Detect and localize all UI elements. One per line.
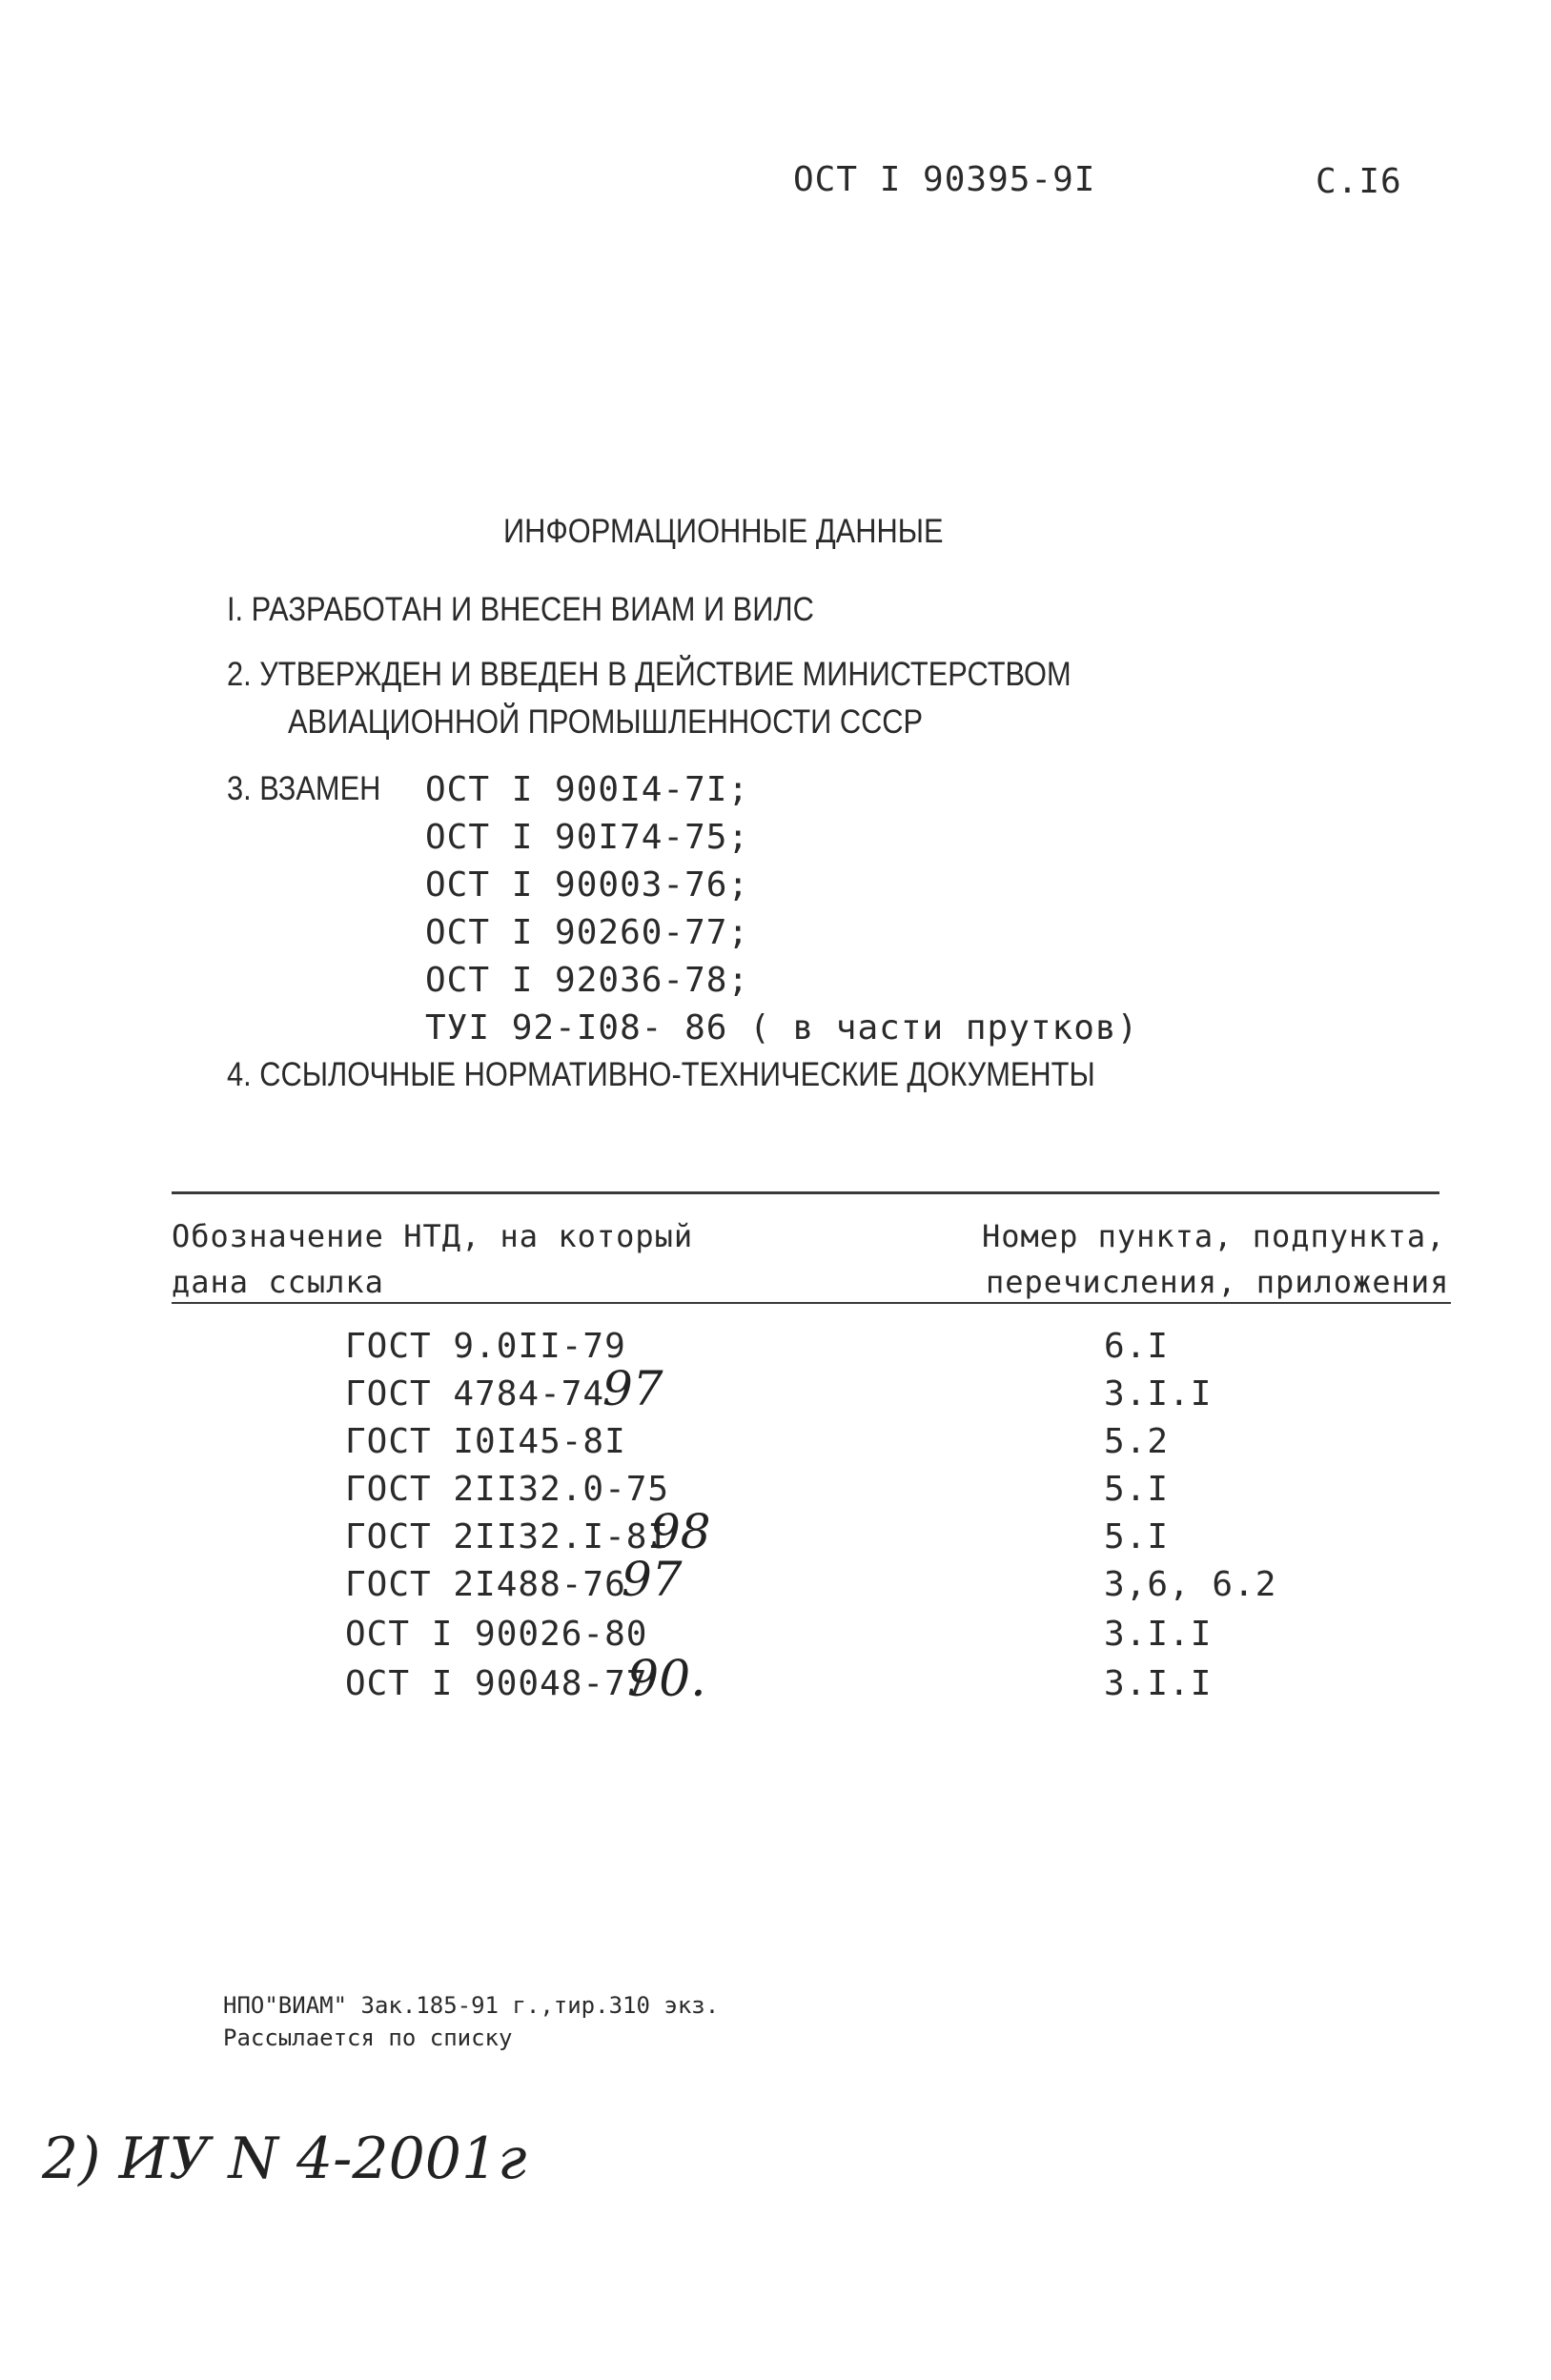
table-header-rule: [172, 1302, 1451, 1304]
distribution-note: Рассылается по списку: [223, 2024, 513, 2051]
table-row-code: ГОСТ 4784-74: [345, 1374, 605, 1414]
table-row-ref: 3.I.I: [1104, 1615, 1213, 1654]
table-row-ref: 6.I: [1104, 1327, 1170, 1366]
document-number: ОСТ I 90395-9I: [793, 160, 1096, 199]
table-row-code: ГОСТ I0I45-8I: [345, 1422, 626, 1461]
handwritten-change-note: 2) ИУ N 4-2001г: [42, 2126, 527, 2192]
section-title: ИНФОРМАЦИОННЫЕ ДАННЫЕ: [503, 513, 944, 550]
page-number: С.I6: [1316, 162, 1402, 201]
table-row-code: ГОСТ 2II32.I-8I: [345, 1517, 670, 1556]
item-reference-docs: 4. ССЫЛОЧНЫЕ НОРМАТИВНО-ТЕХНИЧЕСКИЕ ДОКУМЕНТЫ: [227, 1056, 1095, 1093]
replaced-doc: ОСТ I 92036-78;: [425, 961, 750, 1000]
col2-header-line1: Номер пункта, подпункта,: [982, 1218, 1446, 1254]
item-replaces-label: 3. ВЗАМЕН: [227, 770, 381, 807]
replaced-doc: ОСТ I 900I4-7I;: [425, 770, 750, 809]
table-row-code: ГОСТ 2II32.0-75: [345, 1470, 670, 1509]
item-approved-line2: АВИАЦИОННОЙ ПРОМЫШЛЕННОСТИ СССР: [288, 703, 924, 741]
handwritten-correction: 97: [602, 1361, 663, 1416]
table-row-ref: 5.2: [1104, 1422, 1170, 1461]
publisher-info: НПО"ВИАМ" Зак.185-91 г.,тир.310 экз.: [223, 1992, 720, 2019]
replaced-doc: ОСТ I 90I74-75;: [425, 818, 750, 857]
handwritten-correction: 98: [650, 1504, 711, 1559]
replaced-doc: ОСТ I 90003-76;: [425, 865, 750, 905]
table-row-ref: 3.I.I: [1104, 1664, 1213, 1703]
table-row-code: ГОСТ 9.0II-79: [345, 1327, 626, 1366]
table-row-code: ОСТ I 90048-77: [345, 1664, 648, 1703]
item-approved-line1: 2. УТВЕРЖДЕН И ВВЕДЕН В ДЕЙСТВИЕ МИНИСТЕРСТВОМ: [227, 656, 1071, 693]
table-row-ref: 5.I: [1104, 1470, 1170, 1509]
item-developed-by: I. РАЗРАБОТАН И ВНЕСЕН ВИАМ И ВИЛС: [227, 591, 814, 628]
table-row-ref: 5.I: [1104, 1517, 1170, 1556]
col1-header-line1: Обозначение НТД, на который: [172, 1218, 694, 1254]
col2-header-line2: перечисления, приложения: [986, 1264, 1450, 1300]
table-row-code: ГОСТ 2I488-76: [345, 1565, 626, 1604]
replaced-doc: ТУI 92-I08- 86 ( в части прутков): [425, 1008, 1139, 1048]
handwritten-correction: 97: [622, 1552, 683, 1607]
table-row-code: ОСТ I 90026-80: [345, 1615, 648, 1654]
table-row-ref: 3.I.I: [1104, 1374, 1213, 1414]
table-row-ref: 3,6, 6.2: [1104, 1565, 1277, 1604]
replaced-doc: ОСТ I 90260-77;: [425, 913, 750, 952]
col1-header-line2: дана ссылка: [172, 1264, 384, 1300]
handwritten-correction: 90.: [627, 1651, 706, 1708]
table-top-rule: [172, 1191, 1439, 1194]
